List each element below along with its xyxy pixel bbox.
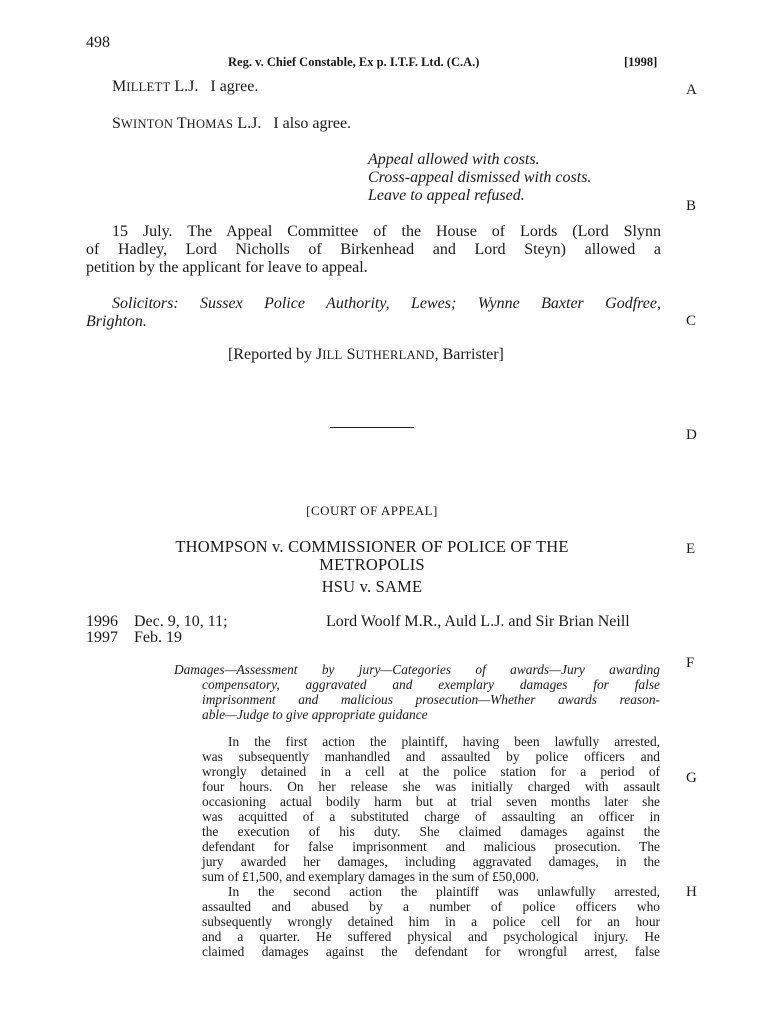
july-paragraph	[86, 223, 661, 277]
solicitors-paragraph	[86, 295, 661, 331]
section-divider	[330, 427, 414, 428]
running-head: Reg. v. Chief Constable, Ex p. I.T.F. Ltd. (C.A.)	[228, 55, 480, 69]
headnote-line: assaulted and abused by a number of police officers who	[202, 899, 660, 914]
headnote-paragraph-2	[202, 884, 660, 959]
catchword-line: compensatory, aggravated and exemplary damages for false	[202, 677, 660, 692]
reporter-name-rest: ILL	[322, 348, 343, 362]
margin-letter-c: C	[686, 313, 697, 329]
margin-letter-d: D	[686, 427, 697, 443]
judge-name-initial: S	[112, 115, 121, 132]
opinion-text: I also agree.	[273, 115, 352, 132]
millett-opinion	[112, 78, 258, 96]
court-label: [COURT OF APPEAL]	[306, 503, 438, 518]
headnote-line: subsequently wrongly detained him in a police cell for an hour	[202, 914, 660, 929]
headnote-line: occasioning actual bodily harm but at trial seven months later she	[202, 794, 660, 809]
order-line: Cross-appeal dismissed with costs.	[368, 169, 592, 186]
headnote-line: was subsequently manhandled and assaulted by police officers and	[202, 749, 660, 764]
reporter-credit	[228, 346, 504, 364]
order-line: Appeal allowed with costs.	[368, 151, 540, 168]
headnote-paragraph-1	[202, 734, 660, 884]
headnote-line: In the first action the plaintiff, having been lawfully arrested,	[228, 734, 660, 749]
catchword-line: Damages—Assessment by jury—Categories of awards—Jury awarding	[174, 662, 660, 677]
judges: Lord Woolf M.R., Auld L.J. and Sir Brian Neill	[326, 613, 630, 630]
order-line: Leave to appeal refused.	[368, 187, 525, 204]
opinion-text: I agree.	[210, 78, 259, 95]
margin-letter-e: E	[686, 541, 696, 557]
margin-letter-b: B	[686, 198, 697, 214]
case-title-line: HSU v. SAME	[321, 577, 423, 596]
reporter-initial: J	[315, 346, 323, 363]
swinton-thomas-opinion	[112, 115, 351, 133]
catchword-line: imprisonment and malicious prosecution—Whether awards reason-	[202, 692, 660, 707]
headnote-line: defendant for false imprisonment and malicious prosecution. The	[202, 839, 660, 854]
reporter-initial: S	[342, 346, 356, 363]
headnote-line: jury awarded her damages, including aggravated damages, in the	[202, 854, 660, 869]
running-head-year: [1998]	[624, 55, 658, 69]
judge-title: L.J.	[233, 115, 262, 132]
reporter-name-rest: UTHERLAND	[355, 348, 435, 362]
margin-letter-f: F	[686, 655, 695, 671]
judge-name-rest: WINTON	[120, 117, 174, 131]
case-title-line: METROPOLIS	[319, 555, 425, 574]
headnote-line: sum of £1,500, and exemplary damages in the sum of £50,000.	[202, 869, 539, 884]
catchword-line: able—Judge to give appropriate guidance	[202, 707, 428, 722]
paragraph-line: petition by the applicant for leave to appeal.	[86, 259, 368, 276]
reporter-suffix: , Barrister]	[434, 346, 504, 363]
judgment-year: 1997	[86, 629, 118, 646]
judge-name-initial: M	[112, 78, 127, 95]
margin-letter-h: H	[686, 884, 697, 900]
paragraph-line: Brighton.	[86, 313, 147, 330]
hearing-dates: Dec. 9, 10, 11;	[134, 613, 228, 630]
paragraph-line: Solicitors: Sussex Police Authority, Lewes; Wynne Baxter Godfree,	[112, 295, 661, 312]
headnote-line: claimed damages against the defendant for wrongful arrest, false	[202, 944, 660, 959]
paragraph-line: of Hadley, Lord Nicholls of Birkenhead and Lord Steyn) allowed a	[86, 241, 661, 258]
hearing-year: 1996	[86, 613, 118, 630]
case-title-line: THOMPSON v. COMMISSIONER OF POLICE OF THE	[175, 537, 569, 556]
headnote-line: wrongly detained in a cell at the police station for a period of	[202, 764, 660, 779]
headnote-line: the execution of his duty. She claimed damages against the	[202, 824, 660, 839]
page-number: 498	[86, 34, 110, 51]
headnote-line: was acquitted of a substituted charge of assaulting an officer in	[202, 809, 660, 824]
judge-title: L.J.	[170, 78, 199, 95]
margin-letter-a: A	[686, 82, 697, 98]
paragraph-line: 15 July. The Appeal Committee of the House of Lords (Lord Slynn	[112, 223, 661, 240]
judgment-date: Feb. 19	[134, 629, 182, 646]
judge-name-initial: T	[173, 115, 187, 132]
reporter-prefix: [Reported by	[228, 346, 316, 363]
margin-letter-g: G	[686, 770, 697, 786]
judge-name-rest: ILLETT	[126, 80, 171, 94]
headnote-line: and a quarter. He suffered physical and psychological injury. He	[202, 929, 660, 944]
judge-name-rest: HOMAS	[186, 117, 234, 131]
headnote-line: four hours. On her release she was initially charged with assault	[202, 779, 660, 794]
catchwords	[174, 662, 660, 722]
headnote-line: In the second action the plaintiff was unlawfully arrested,	[228, 884, 660, 899]
